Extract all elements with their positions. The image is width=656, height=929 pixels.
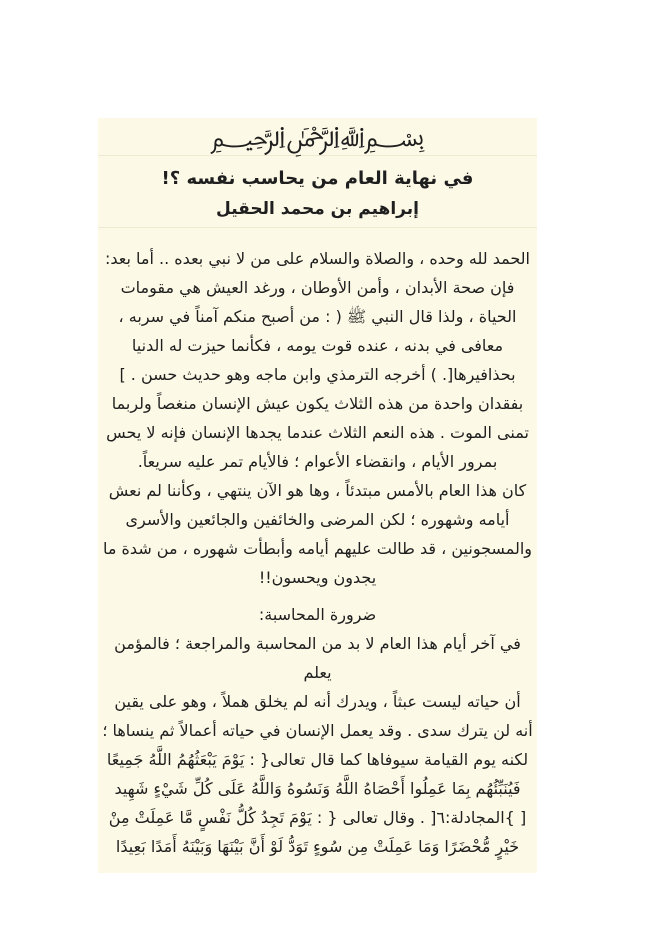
author-name: إبراهيم بن محمد الحقيل	[216, 199, 419, 219]
paragraph-intro	[101, 244, 534, 592]
paragraph-muhasabah	[101, 629, 534, 861]
page-title: في نهاية العام من يحاسب نفسه ؟!	[161, 168, 474, 189]
text-line: الحمد لله وحده ، والصلاة والسلام على من لا نبي بعده .. أما بعد:	[105, 249, 530, 268]
text-line: فَيُنَبِّئُهُم بِمَا عَمِلُوا أَحْصَاهُ اللَّهُ وَنَسُوهُ وَاللَّهُ عَلَى كُلِّ شَيْءٍ شَهِيد	[114, 779, 521, 798]
text-line: خَيْرٍ مُّحْضَرًا وَمَا عَمِلَتْ مِن سُوءٍ تَوَدُّ لَوْ أَنَّ بَيْنَهَا وَبَيْنَهُ أَمَدًا بَعِيدًا	[115, 837, 520, 856]
basmala-calligraphy: ﷽	[210, 119, 425, 153]
title-row	[98, 156, 537, 228]
text-line: بفقدان واحدة من هذه الثلاث يكون عيش الإنسان منغصاً ولربما	[111, 394, 524, 413]
article-sheet	[98, 118, 537, 873]
text-line: والمسجونين ، قد طالت عليهم أيامه وأبطأت شهوره ، من شدة ما	[103, 539, 532, 558]
text-line: الحياة ، ولذا قال النبي ﷺ ( : من أصبح منكم آمناً في سربه ،	[118, 307, 517, 326]
text-line: [ }المجادلة:٦[ . وقال تعالى { : يَوْمَ تَجِدُ كُلُّ نَفْسٍ مَّا عَمِلَتْ مِنْ	[108, 808, 527, 827]
text-line: بحذافيرها[. ) أخرجه الترمذي وابن ماجه وهو حديث حسن . ]	[119, 365, 516, 384]
text-line: لكنه يوم القيامة سيوفاها كما قال تعالى{ : يَوْمَ يَبْعَثُهُمُ اللَّهُ جَمِيعًا	[106, 750, 529, 769]
text-line: في آخر أيام هذا العام لا بد من المحاسبة والمراجعة ؛ فالمؤمن يعلم	[114, 634, 521, 682]
text-line: فإن صحة الأبدان ، وأمن الأوطان ، ورغد العيش هي مقومات	[120, 278, 515, 297]
text-line: بمرور الأيام ، وانقضاء الأعوام ؛ فالأيام تمر عليه سريعاً.	[137, 452, 498, 471]
text-line: أن حياته ليست عبثاً ، ويدرك أنه لم يخلق هملاً ، وهو على يقين	[114, 692, 521, 711]
article-body	[98, 228, 537, 873]
text-line: تمنى الموت . هذه النعم الثلاث عندما يجدها الإنسان فإنه لا يحس	[106, 423, 529, 442]
text-line: يجدون ويحسون!!	[258, 568, 377, 587]
section-heading: ضرورة المحاسبة:	[258, 605, 377, 624]
basmala-row	[98, 118, 537, 156]
text-line: أنه لن يترك سدى . وقد يعمل الإنسان في حياته أعمالاً ثم ينساها ؛	[102, 721, 533, 740]
text-line: معافى في بدنه ، عنده قوت يومه ، فكأنما حيزت له الدنيا	[131, 336, 504, 355]
text-line: أيامه وشهوره ؛ لكن المرضى والخائفين والجائعين والأسرى	[125, 510, 510, 529]
text-line: كان هذا العام بالأمس مبتدئاً ، وها هو الآن ينتهي ، وكأننا لم نعش	[108, 481, 527, 500]
